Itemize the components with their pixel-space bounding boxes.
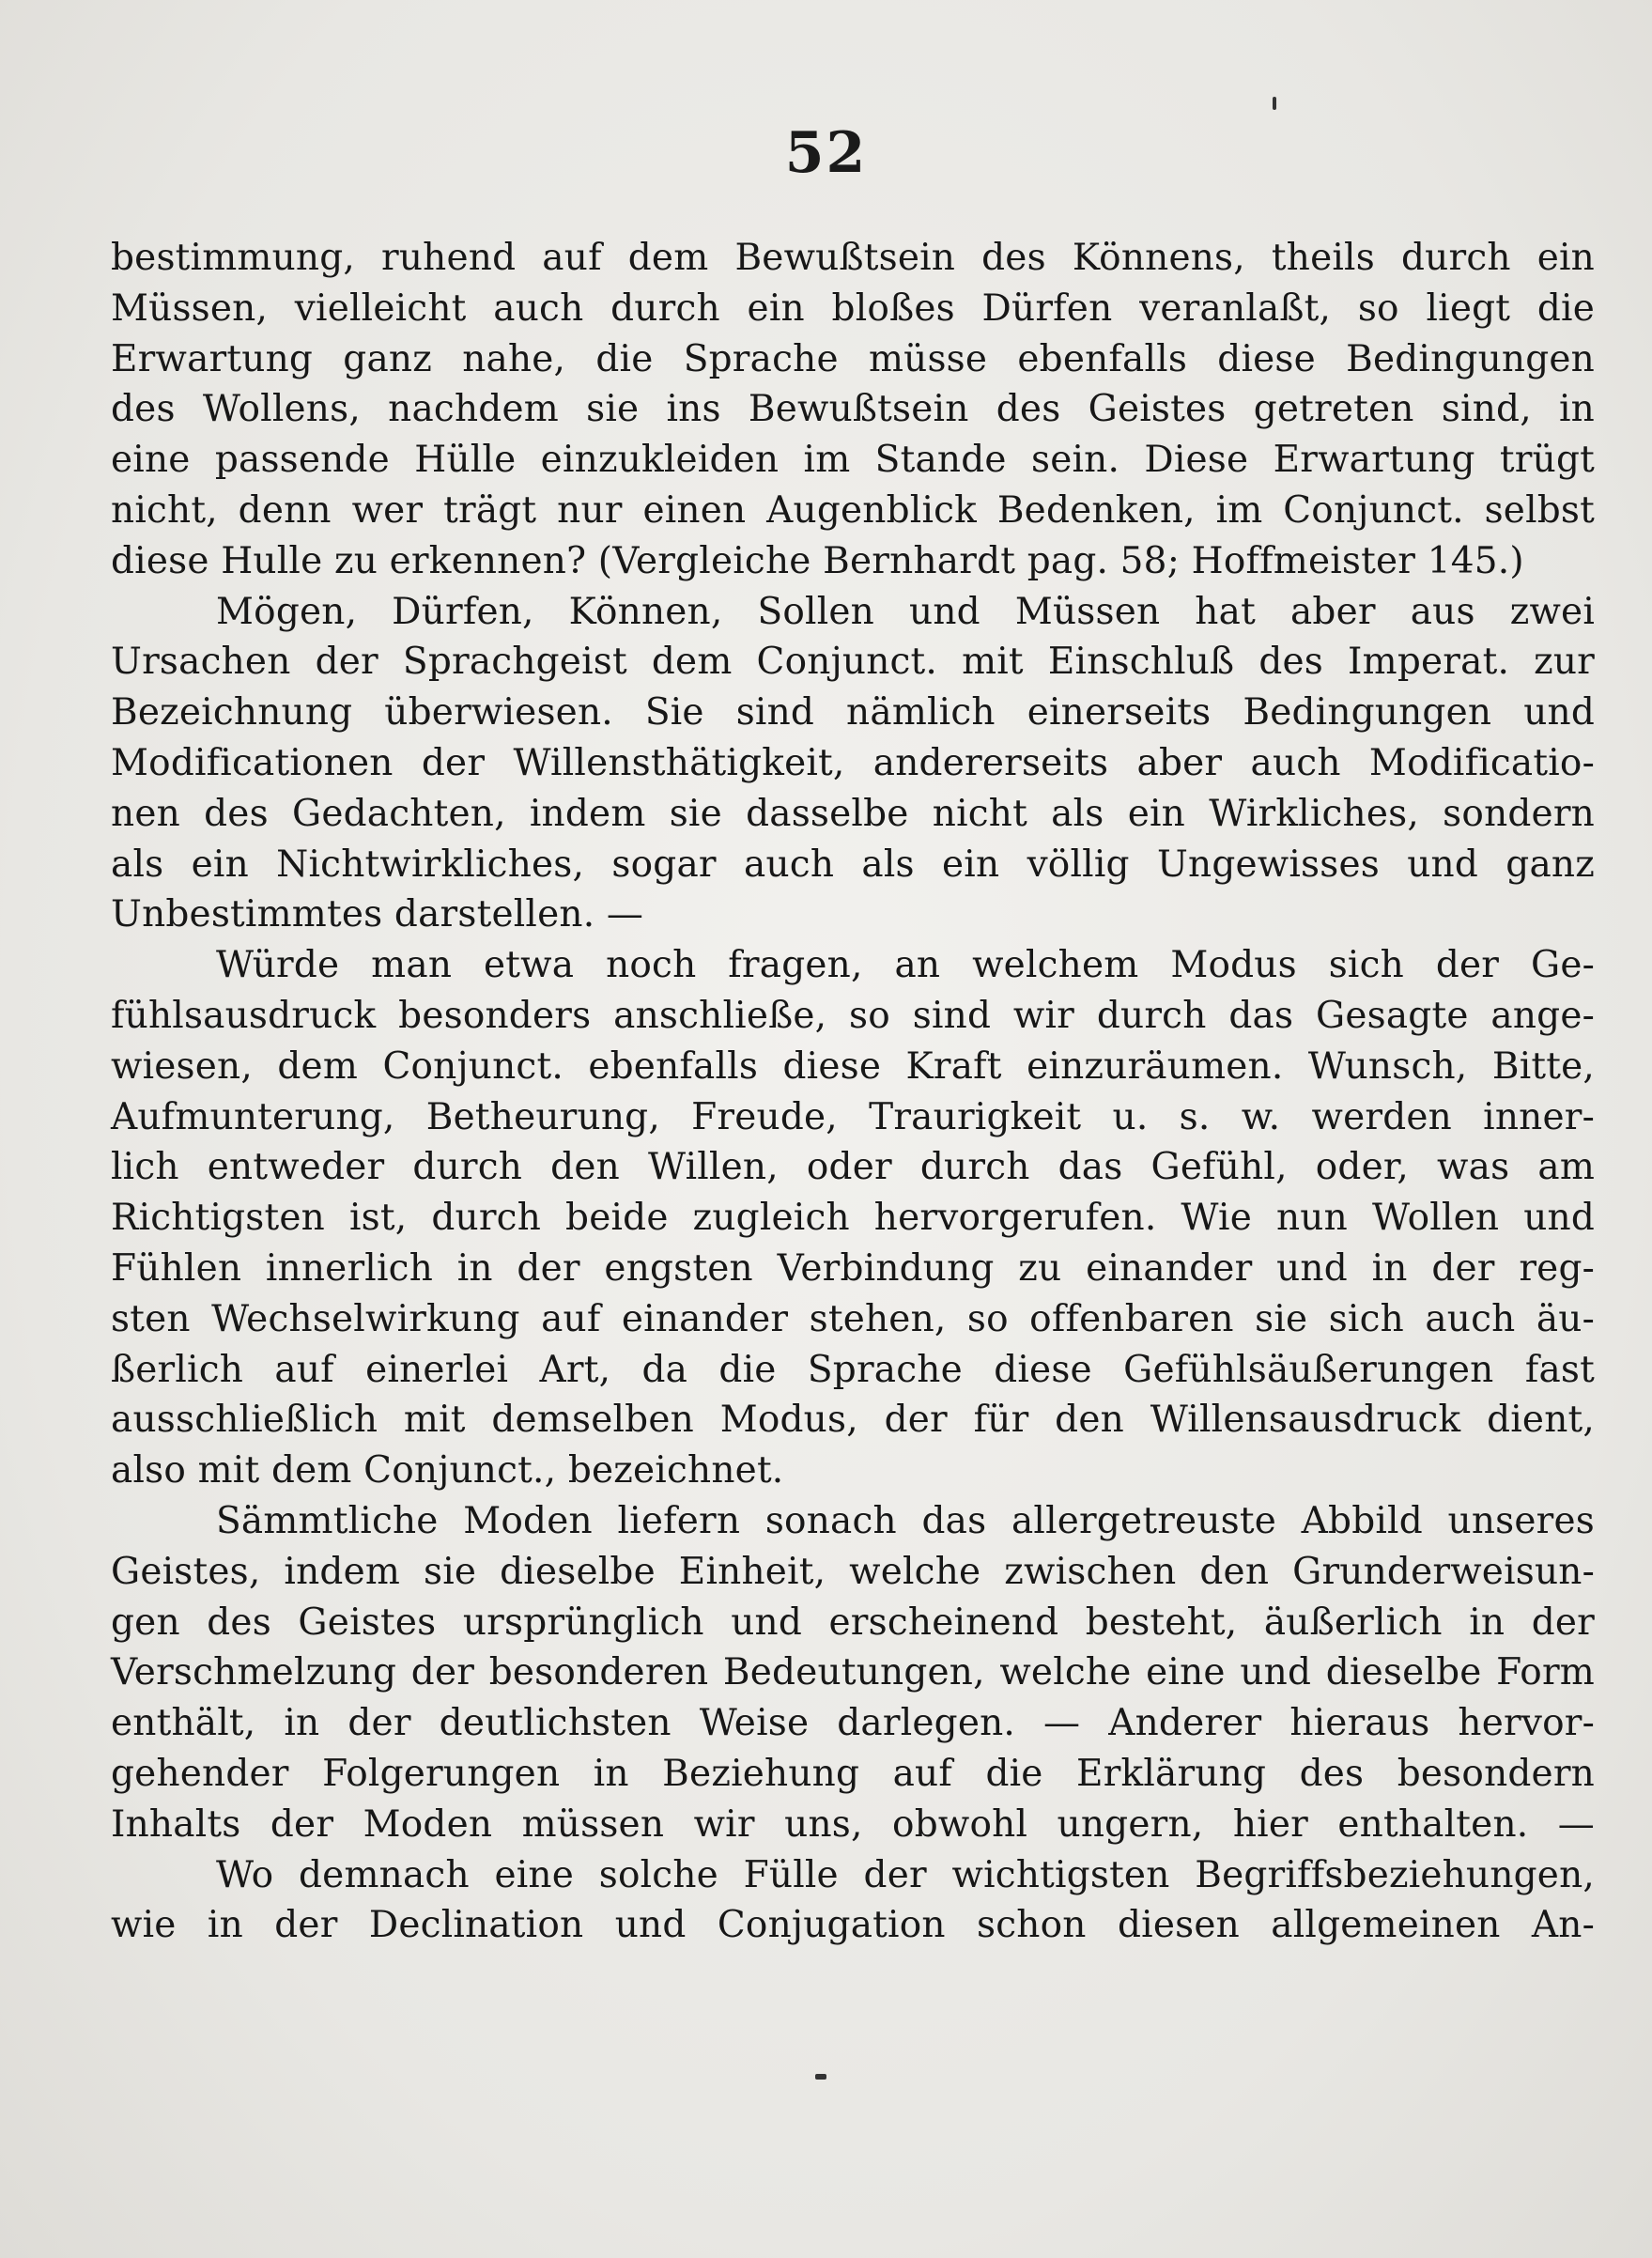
text-line: also mit dem Conjunct., bezeichnet. [111, 1449, 784, 1492]
body-text [111, 233, 1595, 1951]
text-line: diese Hulle zu erkennen? (Vergleiche Bernhardt pag. 58; Hoffmeister 145.) [111, 539, 1524, 582]
text-line: wiesen, dem Conjunct. ebenfalls diese Kraft einzuräumen. Wunsch, Bitte, [111, 1044, 1595, 1088]
text-line: nicht, denn wer trägt nur einen Augenblick Bedenken, im Conjunct. selbst [111, 488, 1595, 532]
text-line: fühlsausdruck besonders anschließe, so sind wir durch das Gesagte ange- [111, 994, 1595, 1037]
text-line: ßerlich auf einerlei Art, da die Sprache diese Gefühlsäußerungen fast [111, 1348, 1595, 1391]
text-line: als ein Nichtwirkliches, sogar auch als ein völlig Ungewisses und ganz [111, 843, 1595, 886]
text-line: lich entweder durch den Willen, oder durch das Gefühl, oder, was am [111, 1146, 1595, 1189]
text-line: gehender Folgerungen in Beziehung auf die Erklärung des besondern [111, 1752, 1595, 1795]
text-line: wie in der Declination und Conjugation schon diesen allgemeinen An- [111, 1904, 1595, 1947]
text-line: Ursachen der Sprachgeist dem Conjunct. mit Einschluß des Imperat. zur [111, 641, 1595, 684]
text-line: Fühlen innerlich in der engsten Verbindung zu einander und in der reg- [111, 1246, 1595, 1290]
text-line: Müssen, vielleicht auch durch ein bloßes Dürfen veranlaßt, so liegt die [111, 286, 1595, 330]
text-line: Modificationen der Willensthätigkeit, andererseits aber auch Modificatio- [111, 741, 1595, 784]
paragraph-start-line: Wo demnach eine solche Fülle der wichtigsten Begriffsbeziehungen, [216, 1853, 1595, 1896]
text-line: Verschmelzung der besonderen Bedeutungen, welche eine und dieselbe Form [111, 1651, 1595, 1694]
paragraph-start-line: Sämmtliche Moden liefern sonach das allergetreuste Abbild unseres [216, 1499, 1595, 1542]
print-mark [1273, 97, 1276, 110]
text-line: Unbestimmtes darstellen. — [111, 893, 644, 936]
text-line: ausschließlich mit demselben Modus, der für den Willensausdruck dient, [111, 1399, 1595, 1442]
print-mark [815, 2074, 826, 2080]
text-line: Inhalts der Moden müssen wir uns, obwohl ungern, hier enthalten. — [111, 1802, 1595, 1846]
text-line: nen des Gedachten, indem sie dasselbe nicht als ein Wirkliches, sondern [111, 792, 1595, 835]
text-line: des Wollens, nachdem sie ins Bewußtsein des Geistes getreten sind, in [111, 388, 1595, 431]
text-line: Erwartung ganz nahe, die Sprache müsse ebenfalls diese Bedingungen [111, 337, 1595, 380]
text-line: Bezeichnung überwiesen. Sie sind nämlich einerseits Bedingungen und [111, 691, 1595, 735]
page-number: 52 [784, 120, 868, 186]
text-line: Geistes, indem sie dieselbe Einheit, welche zwischen den Grunderweisun- [111, 1550, 1595, 1593]
text-line: Aufmunterung, Betheurung, Freude, Traurigkeit u. s. w. werden inner- [111, 1095, 1595, 1138]
paragraph-start-line: Würde man etwa noch fragen, an welchem Modus sich der Ge- [216, 944, 1595, 987]
paragraph-start-line: Mögen, Dürfen, Können, Sollen und Müssen hat aber aus zwei [216, 590, 1595, 633]
text-line: sten Wechselwirkung auf einander stehen, so offenbaren sie sich auch äu- [111, 1297, 1595, 1340]
text-line: eine passende Hülle einzukleiden im Stande sein. Diese Erwartung trügt [111, 439, 1595, 482]
text-line: gen des Geistes ursprünglich und erscheinend besteht, äußerlich in der [111, 1601, 1595, 1644]
text-line: bestimmung, ruhend auf dem Bewußtsein des Könnens, theils durch ein [111, 237, 1595, 279]
text-line: Richtigsten ist, durch beide zugleich hervorgerufen. Wie nun Wollen und [111, 1197, 1595, 1240]
text-line: enthält, in der deutlichsten Weise darlegen. — Anderer hieraus hervor- [111, 1702, 1595, 1745]
